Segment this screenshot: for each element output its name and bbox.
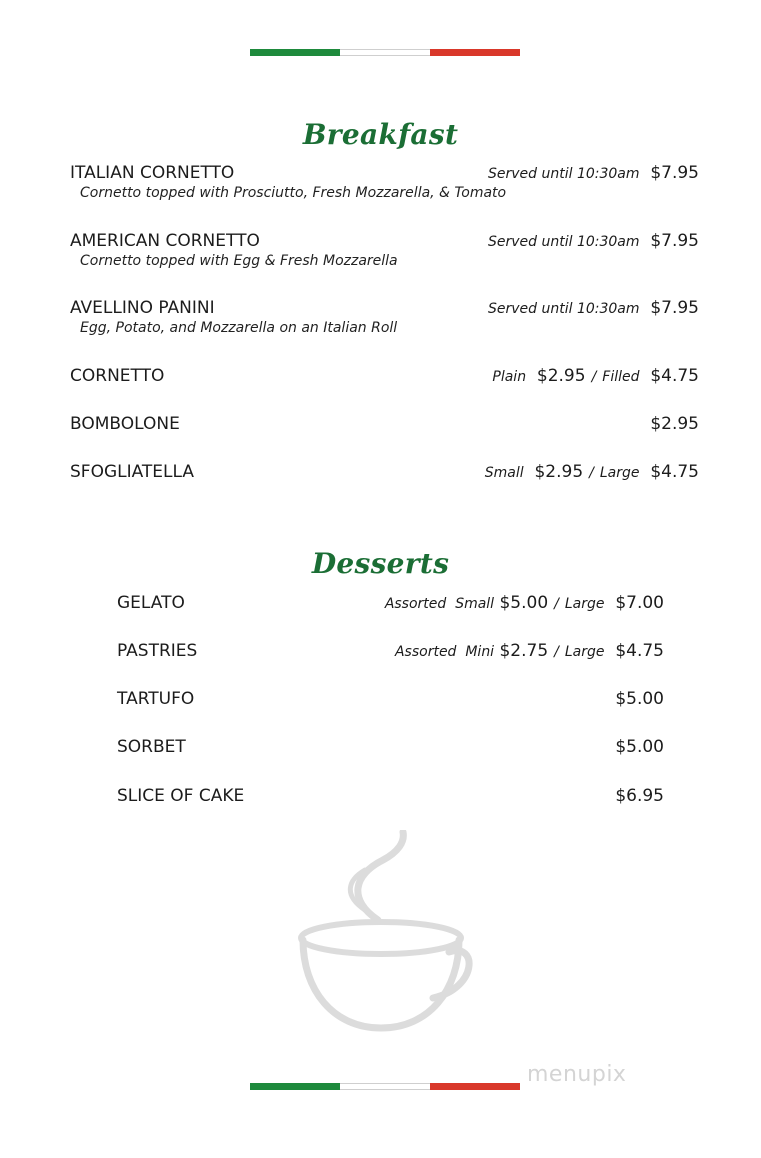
menu-item-avellino-panini — [70, 298, 699, 336]
flag-stripe-top — [250, 49, 520, 56]
flag-stripe-bottom — [250, 1083, 520, 1090]
item-name: SFOGLIATELLA — [70, 462, 195, 482]
item-price: $2.95 — [650, 414, 699, 434]
item-name: AMERICAN CORNETTO — [70, 231, 260, 251]
menu-item-american-cornetto — [70, 231, 699, 269]
item-price: $5.00 — [615, 689, 664, 709]
menu-item-italian-cornetto — [70, 163, 699, 201]
item-name: TARTUFO — [117, 689, 195, 709]
option-separator: / — [554, 596, 559, 612]
item-name: PASTRIES — [117, 641, 198, 661]
option-label: Large — [599, 465, 640, 481]
item-note: Served until 10:30am — [487, 166, 640, 182]
item-name: SORBET — [117, 737, 186, 757]
option-price: $5.00 — [499, 593, 549, 613]
menu-item-gelato — [117, 593, 664, 619]
coffee-cup-icon — [293, 830, 473, 1035]
menu-item-sorbet — [117, 737, 664, 763]
option-price: $4.75 — [650, 366, 699, 386]
item-name: GELATO — [117, 593, 185, 613]
item-description: Cornetto topped with Egg & Fresh Mozzarella — [80, 253, 398, 269]
watermark: menupix — [527, 1062, 627, 1087]
option-price: $4.75 — [615, 641, 664, 661]
item-name: ITALIAN CORNETTO — [70, 163, 235, 183]
option-label: Assorted Mini — [394, 644, 495, 660]
item-price: $7.95 — [650, 298, 699, 318]
item-description: Egg, Potato, and Mozzarella on an Italian Roll — [80, 320, 398, 336]
item-price: $7.95 — [650, 231, 699, 251]
item-name: AVELLINO PANINI — [70, 298, 215, 318]
option-price: $2.95 — [536, 366, 586, 386]
option-label: Plain — [492, 369, 527, 385]
option-price: $7.00 — [615, 593, 664, 613]
item-price: $6.95 — [615, 786, 664, 806]
option-label: Large — [564, 644, 605, 660]
option-separator: / — [591, 369, 597, 385]
option-price: $2.95 — [534, 462, 584, 482]
item-name: CORNETTO — [70, 366, 165, 386]
option-label: Filled — [602, 369, 640, 385]
desserts-title: Desserts — [311, 547, 450, 580]
item-name: BOMBOLONE — [70, 414, 180, 434]
item-price: $7.95 — [650, 163, 699, 183]
option-label: Assorted Small — [384, 596, 495, 612]
option-label: Small — [484, 465, 524, 481]
menu-item-slice-of-cake — [117, 786, 664, 812]
option-separator: / — [554, 644, 559, 660]
item-name: SLICE OF CAKE — [117, 786, 245, 806]
option-price: $4.75 — [650, 462, 699, 482]
menu-item-pastries — [117, 641, 664, 667]
item-price: $5.00 — [615, 737, 664, 757]
menu-item-tartufo — [117, 689, 664, 715]
option-separator: / — [589, 465, 594, 481]
menu-item-cornetto — [70, 366, 699, 392]
item-note: Served until 10:30am — [487, 234, 640, 250]
item-description: Cornetto topped with Prosciutto, Fresh Mozzarella, & Tomato — [80, 185, 507, 201]
menu-item-sfogliatella — [70, 462, 699, 488]
option-label: Large — [564, 596, 605, 612]
option-price: $2.75 — [499, 641, 549, 661]
item-note: Served until 10:30am — [487, 301, 640, 317]
menu-item-bombolone — [70, 414, 699, 440]
breakfast-title: Breakfast — [302, 118, 459, 151]
